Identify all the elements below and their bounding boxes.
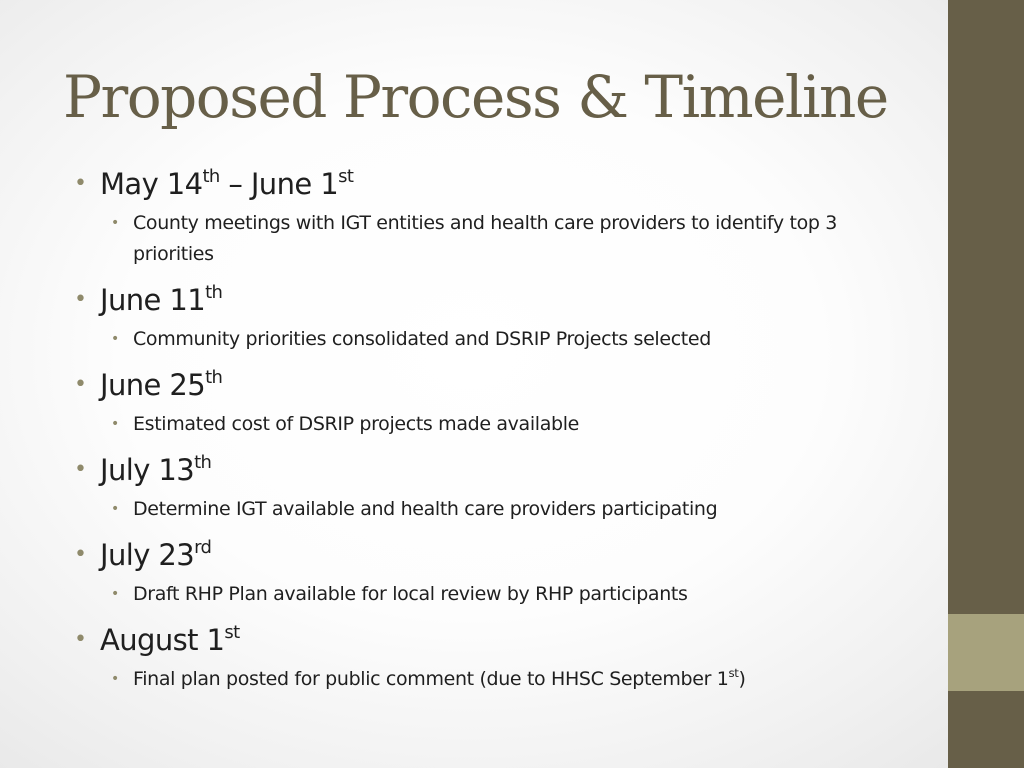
- date-ordinal: th: [205, 366, 223, 388]
- bullet-icon: •: [111, 501, 119, 517]
- date-text: July 23: [100, 538, 195, 572]
- bullet-icon: •: [74, 627, 87, 652]
- timeline-list: [74, 160, 894, 701]
- date-text: May 14: [100, 167, 203, 201]
- timeline-date: [74, 616, 894, 664]
- date-text: June 25: [100, 368, 206, 402]
- date-range-end: – June 1: [219, 167, 339, 201]
- detail-text: Estimated cost of DSRIP projects made available: [133, 413, 579, 435]
- detail-text: Community priorities consolidated and DSRIP Projects selected: [133, 328, 711, 350]
- date-text: June 11: [100, 283, 206, 317]
- timeline-detail: [74, 664, 894, 695]
- bullet-icon: •: [111, 331, 119, 347]
- timeline-detail: [74, 324, 894, 355]
- timeline-date: [74, 361, 894, 409]
- timeline-detail: [74, 208, 894, 270]
- detail-text: Final plan posted for public comment (due to HHSC September 1: [133, 668, 729, 690]
- date-text: July 13: [100, 453, 195, 487]
- timeline-detail: [74, 409, 894, 440]
- date-ordinal: th: [205, 281, 223, 303]
- bullet-icon: •: [111, 671, 119, 687]
- timeline-date: [74, 276, 894, 324]
- detail-text: Determine IGT available and health care providers participating: [133, 498, 718, 520]
- bullet-icon: •: [111, 586, 119, 602]
- date-ordinal: th: [194, 451, 212, 473]
- date-ordinal: rd: [194, 536, 212, 558]
- timeline-detail: [74, 579, 894, 610]
- bullet-icon: •: [111, 215, 119, 231]
- bullet-icon: •: [74, 542, 87, 567]
- bullet-icon: •: [74, 457, 87, 482]
- detail-text: Draft RHP Plan available for local review by RHP participants: [133, 583, 688, 605]
- bullet-icon: •: [74, 372, 87, 397]
- detail-text: County meetings with IGT entities and health care providers to identify top 3 priorities: [133, 212, 837, 265]
- timeline-detail: [74, 494, 894, 525]
- bullet-icon: •: [74, 171, 87, 196]
- date-ordinal: st: [224, 621, 240, 643]
- bullet-icon: •: [111, 416, 119, 432]
- timeline-date: [74, 446, 894, 494]
- timeline-date: [74, 531, 894, 579]
- detail-text-end: ): [738, 668, 746, 690]
- bullet-icon: •: [74, 287, 87, 312]
- date-ordinal: st: [338, 165, 354, 187]
- timeline-date: [74, 160, 894, 208]
- date-ordinal: th: [202, 165, 220, 187]
- slide-title: Proposed Process & Timeline: [63, 63, 888, 131]
- date-text: August 1: [100, 623, 225, 657]
- side-bar-accent: [948, 614, 1024, 691]
- detail-ordinal: st: [728, 665, 739, 680]
